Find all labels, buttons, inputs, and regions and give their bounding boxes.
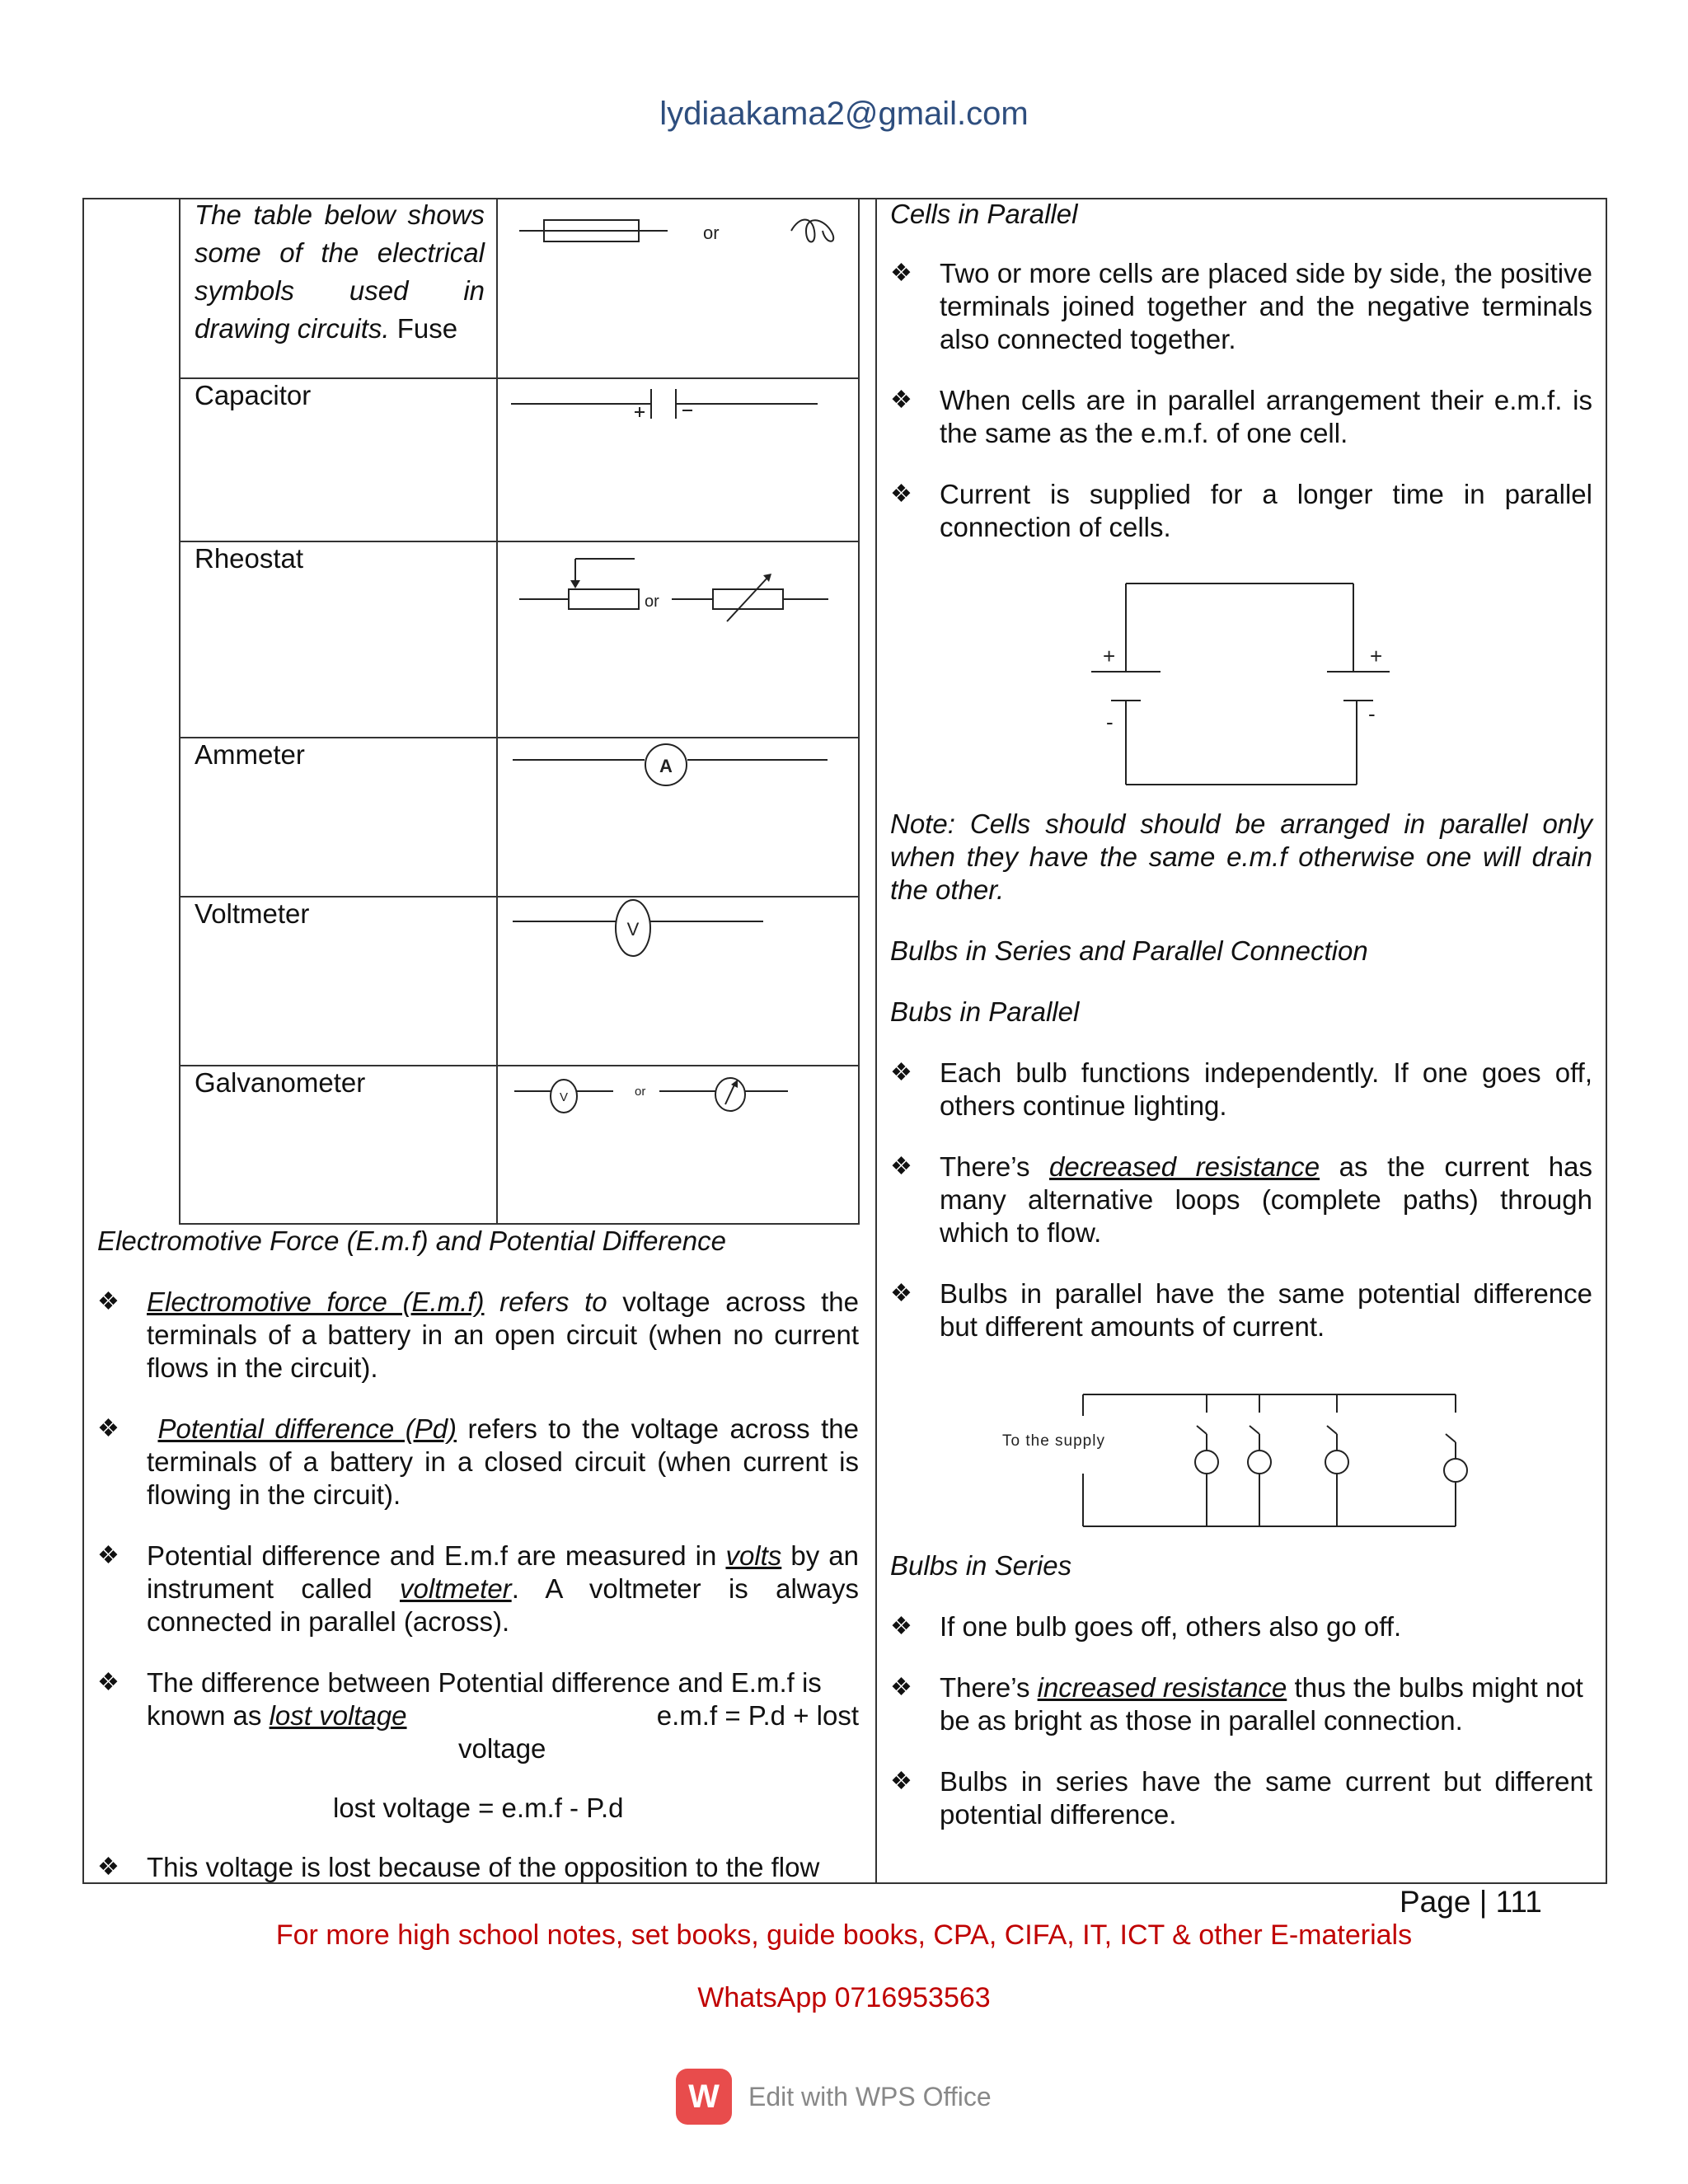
bullet-marker: ❖: [890, 1153, 912, 1180]
bullet-marker: ❖: [97, 1669, 120, 1696]
galvanometer-symbol: [511, 1075, 808, 1124]
header-email: lydiaakama2@gmail.com: [659, 96, 1029, 132]
page-number: Page | 111: [1400, 1885, 1542, 1919]
galvanometer-label: Galvanometer: [195, 1067, 366, 1098]
bullet-cp-2: ❖ When cells are in parallel arrangement their e.m.f. is the same as the e.m.f. of one cell.: [890, 385, 1592, 448]
table-column-divider: [496, 198, 498, 1225]
minus-left: -: [1106, 710, 1114, 734]
ammeter-label: Ammeter: [195, 739, 305, 770]
voltmeter-label: Voltmeter: [195, 898, 310, 929]
increased-resistance-term: increased resistance: [1037, 1672, 1287, 1703]
voltmeter-term: voltmeter: [399, 1573, 512, 1604]
bullet-cp-3: ❖ Current is supplied for a longer time in parallel connection of cells.: [890, 479, 1592, 542]
fuse-label: Fuse: [396, 313, 458, 344]
voltmeter-symbol: [509, 897, 773, 963]
bullet-bp-3: ❖ Bulbs in parallel have the same potential difference but different amounts of current.: [890, 1278, 1592, 1342]
bullet-marker: ❖: [890, 480, 912, 508]
rheostat-symbol: [511, 552, 841, 618]
bullet-marker: ❖: [97, 1542, 120, 1569]
galvanometer-or: or: [635, 1085, 646, 1099]
bullet-marker: ❖: [890, 1280, 912, 1307]
wps-edit-link[interactable]: [676, 2069, 992, 2125]
bulbs-parallel-diagram: [997, 1391, 1475, 1531]
plus-right: +: [1370, 644, 1383, 668]
bullet-measure: ❖ Potential difference and E.m.f are measured in volts by an instrument called voltmeter. A voltmeter is always connected in parallel (across).: [97, 1540, 860, 1637]
bullet-marker: ❖: [890, 1059, 912, 1086]
bullet-marker: ❖: [97, 1288, 120, 1315]
bullet-bs-2: ❖ There’s increased resistance thus the bulbs might not be as bright as those in parallel connection.: [890, 1672, 1583, 1736]
bullet-marker: ❖: [890, 260, 912, 287]
bulbs-series-heading: Bulbs in Series: [890, 1550, 1072, 1581]
bubs-parallel-heading: Bubs in Parallel: [890, 996, 1080, 1027]
wps-logo-icon: W: [676, 2069, 732, 2125]
rheostat-or: or: [645, 593, 659, 611]
bullet-marker: ❖: [97, 1854, 120, 1881]
bullet-bp-2: ❖ There’s decreased resistance as the current has many alternative loops (complete paths) through which to flow.: [890, 1151, 1592, 1248]
pd-term: Potential difference (Pd): [157, 1413, 457, 1444]
lost-voltage-term: lost voltage: [269, 1700, 407, 1731]
bulbs-heading: Bulbs in Series and Parallel Connection: [890, 935, 1368, 966]
whatsapp-text: WhatsApp 0716953563: [697, 1982, 991, 2013]
emf-term: Electromotive force (E.m.f): [147, 1286, 485, 1317]
table-intro: The table below shows some of the electrical symbols used in drawing circuits. Fuse: [195, 199, 485, 344]
formula-emf-cont: voltage: [458, 1733, 546, 1764]
ammeter-letter: A: [659, 756, 673, 776]
fuse-or: or: [703, 223, 720, 243]
emf-heading: Electromotive Force (E.m.f) and Potential Difference: [97, 1226, 726, 1256]
column-divider: [875, 198, 877, 1884]
bullet-marker: ❖: [890, 1613, 912, 1640]
bullet-lost-cause: ❖ This voltage is lost because of the opposition to the flow: [97, 1852, 820, 1882]
bullet-marker: ❖: [890, 1674, 912, 1701]
cells-parallel-diagram: [1088, 577, 1401, 791]
formula-emf: e.m.f = P.d + lost: [656, 1700, 859, 1731]
voltmeter-letter: V: [626, 919, 640, 940]
note: Note: Cells should should be arranged in parallel only when they have the same e.m.f otherwise one will drain the other.: [890, 808, 1592, 905]
bullet-marker: ❖: [97, 1415, 120, 1442]
fuse-symbol: [503, 206, 849, 255]
bullet-cp-1: ❖ Two or more cells are placed side by side, the positive terminals joined together and the negative terminals also connected together.: [890, 258, 1592, 354]
supply-label: To the supply: [1002, 1432, 1105, 1450]
bullet-lost-voltage: ❖ The difference between Potential difference and E.m.f is known as lost voltage: [97, 1667, 822, 1731]
cells-parallel-heading: Cells in Parallel: [890, 199, 1078, 229]
plus-left: +: [1103, 644, 1116, 668]
minus-right: -: [1368, 701, 1376, 726]
bullet-marker: ❖: [890, 387, 912, 414]
capacitor-symbol: [503, 387, 832, 437]
ammeter-symbol: [509, 740, 839, 790]
bullet-emf: ❖ Electromotive force (E.m.f) refers to voltage across the terminals of a battery in an open circuit (when no current flows in the circuit).: [97, 1286, 859, 1383]
wps-edit-label: Edit with WPS Office: [748, 2082, 992, 2111]
bullet-bp-1: ❖ Each bulb functions independently. If one goes off, others continue lighting.: [890, 1057, 1592, 1121]
galvanometer-letter: V: [559, 1090, 569, 1104]
decreased-resistance-term: decreased resistance: [1049, 1151, 1320, 1182]
promo-text: For more high school notes, set books, guide books, CPA, CIFA, IT, ICT & other E-materials: [275, 1919, 1413, 1951]
bullet-marker: ❖: [890, 1768, 912, 1795]
formula-lost-voltage: lost voltage = e.m.f - P.d: [333, 1793, 624, 1823]
rheostat-label: Rheostat: [195, 543, 304, 574]
bullet-pd: ❖ Potential difference (Pd) refers to the voltage across the terminals of a battery in a closed circuit (when current is flowing in the circuit).: [97, 1413, 859, 1510]
capacitor-label: Capacitor: [195, 380, 312, 410]
bullet-bs-3: ❖ Bulbs in series have the same current but different potential difference.: [890, 1766, 1592, 1830]
bullet-bs-1: ❖ If one bulb goes off, others also go off.: [890, 1611, 1402, 1642]
volts-term: volts: [725, 1540, 782, 1571]
